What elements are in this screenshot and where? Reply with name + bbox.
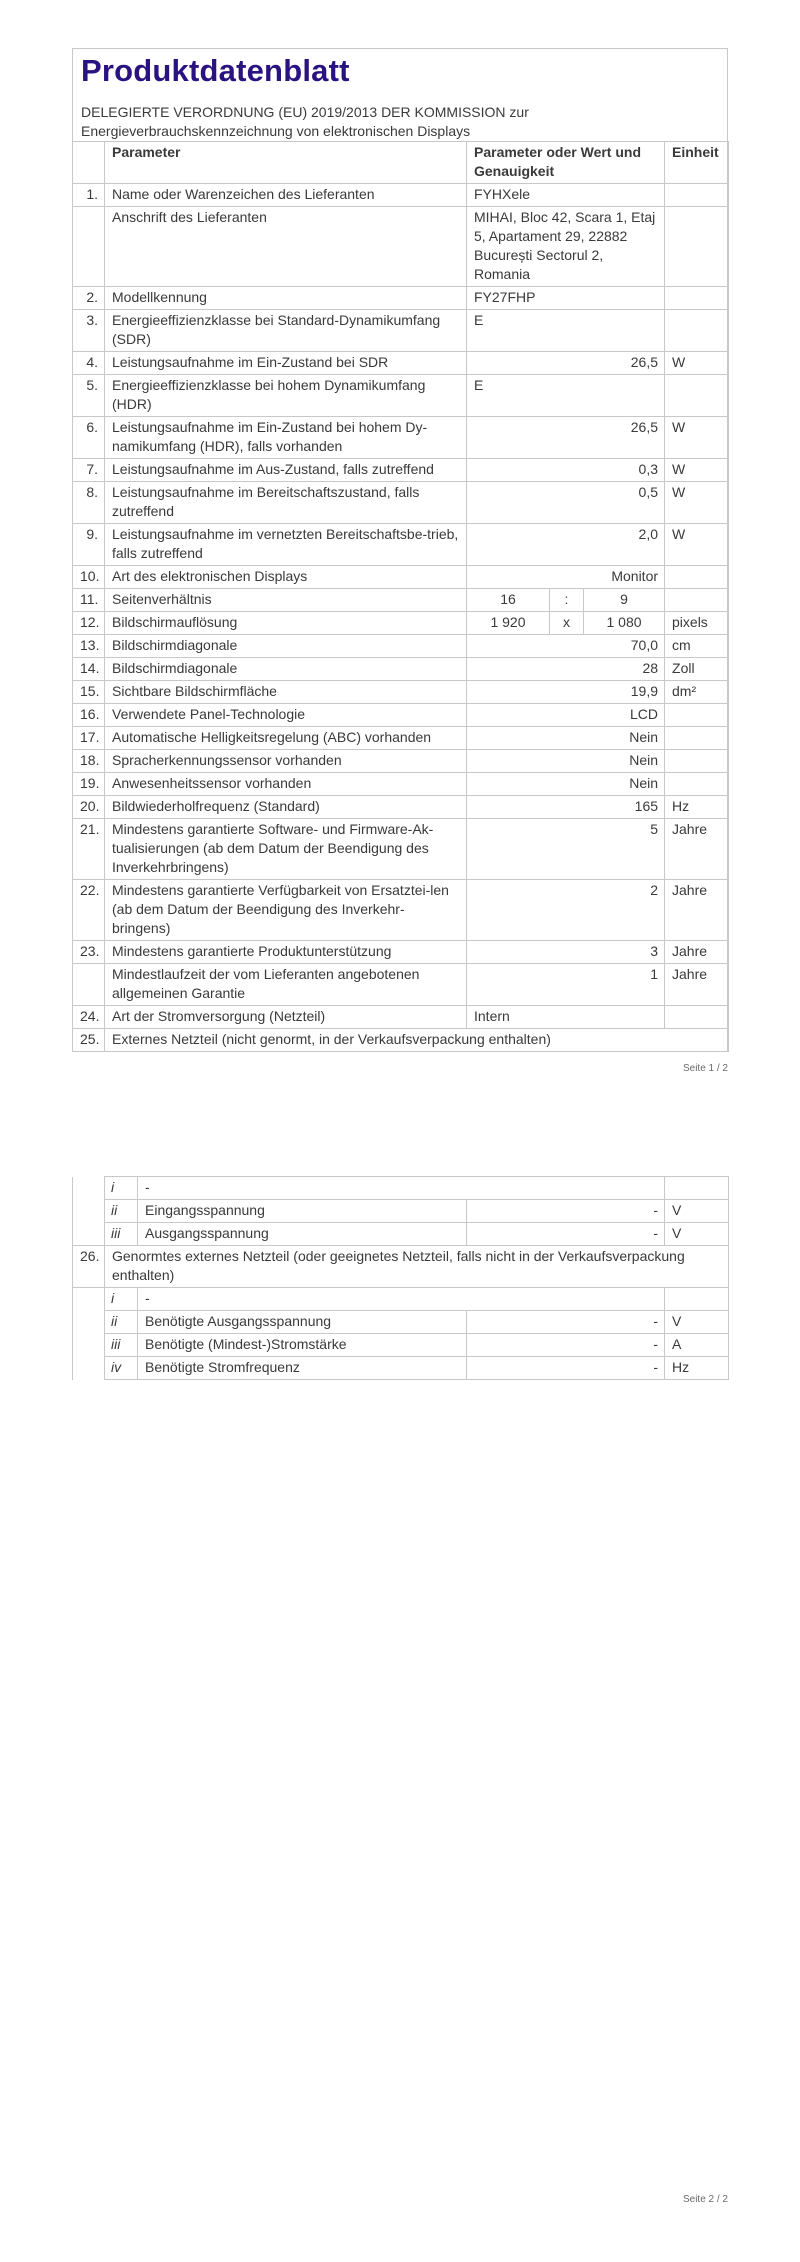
row-unit: W (665, 352, 729, 375)
sub-index: i (105, 1177, 138, 1200)
sub-row (73, 1177, 729, 1200)
row-unit: W (665, 417, 729, 459)
sub-parameter: Benötigte Stromfrequenz (138, 1357, 467, 1380)
row-unit (665, 184, 729, 207)
indent-cell (73, 1334, 105, 1357)
row-number: 10. (73, 566, 105, 589)
row-unit (665, 704, 729, 727)
sub-value: - (467, 1334, 665, 1357)
row-number: 11. (73, 589, 105, 612)
table-row (73, 612, 729, 635)
indent-cell (73, 1177, 105, 1200)
row-number: 24. (73, 1006, 105, 1029)
sub-parameter: Benötigte (Mindest-)Stromstärke (138, 1334, 467, 1357)
row-parameter: Genormtes externes Netzteil (oder geeignetes Netzteil, falls nicht in der Verkaufsverpackung enthalten) (105, 1246, 729, 1288)
row-value: FY27FHP (467, 287, 665, 310)
row-number: 14. (73, 658, 105, 681)
row-number: 13. (73, 635, 105, 658)
row-parameter: Leistungsaufnahme im Bereitschaftszustand, falls zutreffend (105, 482, 467, 524)
table-row (73, 417, 729, 459)
row-unit: W (665, 482, 729, 524)
row-parameter: Energieeffizienzklasse bei Standard-Dynamikumfang (SDR) (105, 310, 467, 352)
row-value-a: 16 (467, 589, 550, 612)
row-unit: W (665, 459, 729, 482)
table-row (73, 352, 729, 375)
regulation-subtitle (73, 95, 727, 141)
row-unit: Hz (665, 796, 729, 819)
row-parameter: Anwesenheitssensor vorhanden (105, 773, 467, 796)
sub-value: - (467, 1223, 665, 1246)
sub-unit: V (665, 1311, 729, 1334)
sub-parameter: Ausgangsspannung (138, 1223, 467, 1246)
row-value-separator: : (550, 589, 584, 612)
sub-value: - (467, 1200, 665, 1223)
row-unit (665, 207, 729, 287)
table-row (73, 566, 729, 589)
row-number: 16. (73, 704, 105, 727)
table-row (73, 941, 729, 964)
sub-index: iv (105, 1357, 138, 1380)
sub-unit (665, 1288, 729, 1311)
sub-row (73, 1334, 729, 1357)
row-value: Nein (467, 727, 665, 750)
sub-unit (665, 1177, 729, 1200)
table-row (73, 459, 729, 482)
row-parameter: Name oder Warenzeichen des Lieferanten (105, 184, 467, 207)
row-parameter: Mindestens garantierte Verfügbarkeit von Ersatztei-len (ab dem Datum der Beendigung des Inverkehr-bringens) (105, 880, 467, 941)
row-parameter: Externes Netzteil (nicht genormt, in der Verkaufsverpackung enthalten) (105, 1029, 729, 1052)
sub-unit: V (665, 1223, 729, 1246)
sub-value: - (467, 1311, 665, 1334)
row-parameter: Seitenverhältnis (105, 589, 467, 612)
sub-row (73, 1223, 729, 1246)
table-row (73, 1029, 729, 1052)
row-parameter: Energieeffizienzklasse bei hohem Dynamikumfang (HDR) (105, 375, 467, 417)
header-number-cell (73, 142, 105, 184)
row-parameter: Leistungsaufnahme im Ein-Zustand bei SDR (105, 352, 467, 375)
sub-value: - (467, 1357, 665, 1380)
row-number: 12. (73, 612, 105, 635)
row-value-b: 1 080 (584, 612, 665, 635)
sub-unit: Hz (665, 1357, 729, 1380)
row-number: 8. (73, 482, 105, 524)
row-value-a: 1 920 (467, 612, 550, 635)
sub-row (73, 1357, 729, 1380)
row-value: FYHXele (467, 184, 665, 207)
row-value: 26,5 (467, 417, 665, 459)
table-row (73, 207, 729, 287)
sub-unit: A (665, 1334, 729, 1357)
row-value: 5 (467, 819, 665, 880)
page-1 (0, 0, 800, 1130)
datasheet-table-continued (72, 1176, 729, 1380)
row-unit (665, 750, 729, 773)
row-parameter: Sichtbare Bildschirmfläche (105, 681, 467, 704)
datasheet-table (72, 141, 729, 1052)
table-row (73, 658, 729, 681)
indent-cell (73, 1200, 105, 1223)
row-number: 6. (73, 417, 105, 459)
sub-index: i (105, 1288, 138, 1311)
row-number: 23. (73, 941, 105, 964)
row-number: 18. (73, 750, 105, 773)
row-number: 22. (73, 880, 105, 941)
row-value: Intern (467, 1006, 665, 1029)
table-row (73, 681, 729, 704)
page-footer: Seite 1 / 2 (682, 1063, 728, 1074)
table-row (73, 964, 729, 1006)
row-number: 17. (73, 727, 105, 750)
row-number: 25. (73, 1029, 105, 1052)
page-footer: Seite 2 / 2 (682, 2194, 728, 2205)
row-unit: dm² (665, 681, 729, 704)
row-number: 19. (73, 773, 105, 796)
row-number (73, 964, 105, 1006)
row-value: 2,0 (467, 524, 665, 566)
row-unit (665, 773, 729, 796)
table-row (73, 184, 729, 207)
sub-row (73, 1288, 729, 1311)
row-parameter: Bildschirmdiagonale (105, 635, 467, 658)
row-value-b: 9 (584, 589, 665, 612)
table-row (73, 310, 729, 352)
row-parameter: Anschrift des Lieferanten (105, 207, 467, 287)
table-row (73, 287, 729, 310)
row-parameter: Bildschirmauflösung (105, 612, 467, 635)
row-number: 26. (73, 1246, 105, 1288)
row-unit: Jahre (665, 880, 729, 941)
row-parameter: Bildwiederholfrequenz (Standard) (105, 796, 467, 819)
indent-cell (73, 1223, 105, 1246)
table-header-row (73, 142, 729, 184)
row-value: 1 (467, 964, 665, 1006)
row-value: Nein (467, 773, 665, 796)
row-number: 2. (73, 287, 105, 310)
table-row (73, 375, 729, 417)
row-unit (665, 566, 729, 589)
row-number: 1. (73, 184, 105, 207)
row-value: MIHAI, Bloc 42, Scara 1, Etaj 5, Apartament 29, 22882 București Sectorul 2, Romania (467, 207, 665, 287)
sub-parameter: Eingangsspannung (138, 1200, 467, 1223)
datasheet-continuation (72, 1176, 728, 1380)
row-unit: Zoll (665, 658, 729, 681)
row-number: 7. (73, 459, 105, 482)
row-parameter: Mindestlaufzeit der vom Lieferanten angebotenen allgemeinen Garantie (105, 964, 467, 1006)
sub-index: iii (105, 1223, 138, 1246)
indent-cell (73, 1311, 105, 1334)
row-parameter: Modellkennung (105, 287, 467, 310)
row-number: 3. (73, 310, 105, 352)
subtitle-line-1: DELEGIERTE VERORDNUNG (EU) 2019/2013 DER KOMMISSION zur (81, 104, 529, 120)
sub-parameter: Benötigte Ausgangsspannung (138, 1311, 467, 1334)
row-value: 0,3 (467, 459, 665, 482)
row-number: 21. (73, 819, 105, 880)
sub-index: ii (105, 1311, 138, 1334)
row-parameter: Mindestens garantierte Produktunterstützung (105, 941, 467, 964)
row-number (73, 207, 105, 287)
row-unit (665, 589, 729, 612)
row-number: 9. (73, 524, 105, 566)
table-row (73, 727, 729, 750)
row-parameter: Automatische Helligkeitsregelung (ABC) vorhanden (105, 727, 467, 750)
sub-index: iii (105, 1334, 138, 1357)
row-parameter: Spracherkennungssensor vorhanden (105, 750, 467, 773)
table-row (73, 635, 729, 658)
row-value: 3 (467, 941, 665, 964)
table-row (73, 482, 729, 524)
table-row (73, 1246, 729, 1288)
row-value: E (467, 375, 665, 417)
indent-cell (73, 1288, 105, 1311)
row-value: 26,5 (467, 352, 665, 375)
table-row (73, 704, 729, 727)
row-unit: Jahre (665, 941, 729, 964)
row-unit (665, 1006, 729, 1029)
row-value: 2 (467, 880, 665, 941)
row-value-separator: x (550, 612, 584, 635)
row-unit: pixels (665, 612, 729, 635)
row-unit (665, 310, 729, 352)
datasheet-frame (72, 48, 728, 1052)
row-unit (665, 287, 729, 310)
sub-unit: V (665, 1200, 729, 1223)
row-parameter: Verwendete Panel-Technologie (105, 704, 467, 727)
header-parameter: Parameter (105, 142, 467, 184)
page-2 (0, 1130, 800, 2262)
row-value: 0,5 (467, 482, 665, 524)
sub-parameter: - (138, 1288, 665, 1311)
row-parameter: Mindestens garantierte Software- und Firmware-Ak-tualisierungen (ab dem Datum der Beendigung des Inverkehrbringens) (105, 819, 467, 880)
page-title: Produktdatenblatt (81, 53, 350, 88)
row-value: LCD (467, 704, 665, 727)
table-row (73, 1006, 729, 1029)
sub-parameter: - (138, 1177, 665, 1200)
row-value: 19,9 (467, 681, 665, 704)
row-value: 70,0 (467, 635, 665, 658)
table-row (73, 589, 729, 612)
row-number: 20. (73, 796, 105, 819)
row-unit (665, 727, 729, 750)
row-unit: Jahre (665, 964, 729, 1006)
row-unit: Jahre (665, 819, 729, 880)
table-row (73, 773, 729, 796)
row-parameter: Leistungsaufnahme im Ein-Zustand bei hohem Dy-namikumfang (HDR), falls vorhanden (105, 417, 467, 459)
row-value: 165 (467, 796, 665, 819)
header-unit: Einheit (665, 142, 729, 184)
subtitle-line-2: Energieverbrauchskennzeichnung von elektronischen Displays (81, 123, 471, 139)
sub-row (73, 1200, 729, 1223)
table-row (73, 796, 729, 819)
row-number: 5. (73, 375, 105, 417)
row-value: Monitor (467, 566, 665, 589)
row-parameter: Leistungsaufnahme im vernetzten Bereitschaftsbe-trieb, falls zutreffend (105, 524, 467, 566)
row-value: 28 (467, 658, 665, 681)
indent-cell (73, 1357, 105, 1380)
row-parameter: Leistungsaufnahme im Aus-Zustand, falls zutreffend (105, 459, 467, 482)
table-row (73, 524, 729, 566)
row-parameter: Art des elektronischen Displays (105, 566, 467, 589)
row-unit: cm (665, 635, 729, 658)
sub-row (73, 1311, 729, 1334)
table-row (73, 750, 729, 773)
row-unit (665, 375, 729, 417)
row-parameter: Bildschirmdiagonale (105, 658, 467, 681)
table-row (73, 819, 729, 880)
row-unit: W (665, 524, 729, 566)
row-number: 15. (73, 681, 105, 704)
row-value: E (467, 310, 665, 352)
table-row (73, 880, 729, 941)
sub-index: ii (105, 1200, 138, 1223)
row-parameter: Art der Stromversorgung (Netzteil) (105, 1006, 467, 1029)
header-value: Parameter oder Wert und Genauigkeit (467, 142, 665, 184)
row-number: 4. (73, 352, 105, 375)
row-value: Nein (467, 750, 665, 773)
